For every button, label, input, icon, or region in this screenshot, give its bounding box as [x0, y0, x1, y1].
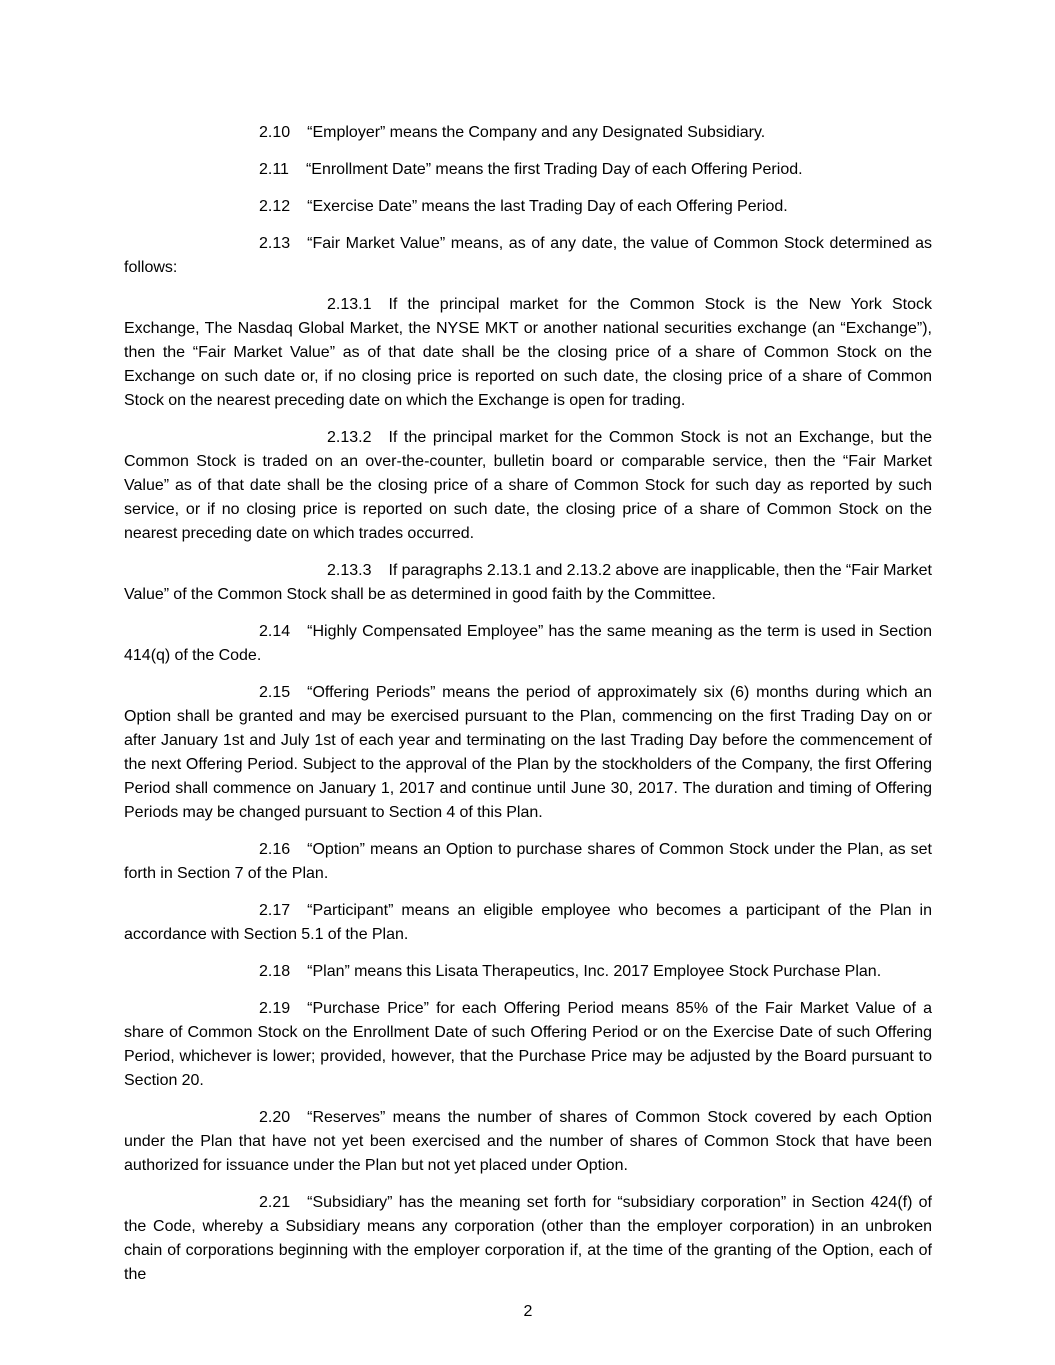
- definition-paragraph-2-21: [124, 1191, 932, 1287]
- section-number: 2.14: [259, 623, 291, 640]
- definition-paragraph-2-12: [124, 195, 932, 219]
- definition-text: “Plan” means this Lisata Therapeutics, Inc. 2017 Employee Stock Purchase Plan.: [307, 963, 882, 980]
- definition-text: If the principal market for the Common Stock is not an Exchange, but the Common Stock is traded on an over-the-counter, bulletin board or comparable service, then the “Fair Market Value” as of that date shall be the closing price of a share of Common Stock for such day as reported by such service, or if no closing price is reported on such date, the closing price of a share of Common Stock on the nearest preceding date on which trades occurred.: [124, 429, 932, 542]
- section-number: 2.13.1: [327, 296, 372, 313]
- definition-text: “Offering Periods” means the period of approximately six (6) months during which an Option shall be granted and may be exercised pursuant to the Plan, commencing on the first Trading Day on or after January 1st and July 1st of each year and terminating on the last Trading Day before the commencement of the next Offering Period. Subject to the approval of the Plan by the stockholders of the Company, the first Offering Period shall commence on January 1, 2017 and continue until June 30, 2017. The duration and timing of Offering Periods may be changed pursuant to Section 4 of this Plan.: [124, 684, 932, 821]
- section-number: 2.10: [259, 124, 291, 141]
- definition-text: “Fair Market Value” means, as of any date, the value of Common Stock determined as follows:: [124, 235, 932, 276]
- definition-paragraph-2-11: [124, 158, 932, 182]
- definition-text: “Participant” means an eligible employee who becomes a participant of the Plan in accordance with Section 5.1 of the Plan.: [124, 902, 932, 943]
- section-number: 2.19: [259, 1000, 291, 1017]
- page-number: 2: [523, 1303, 533, 1320]
- definition-paragraph-2-13-2: [124, 426, 932, 546]
- definition-text: “Purchase Price” for each Offering Period means 85% of the Fair Market Value of a share of Common Stock on the Enrollment Date of such Offering Period or on the Exercise Date of such Offering Period, whichever is lower; provided, however, that the Purchase Price may be adjusted by the Board pursuant to Section 20.: [124, 1000, 932, 1089]
- definition-paragraph-2-13: [124, 232, 932, 280]
- section-number: 2.16: [259, 841, 291, 858]
- section-number: 2.15: [259, 684, 291, 701]
- section-number: 2.13.3: [327, 562, 372, 579]
- definition-paragraph-2-10: [124, 121, 932, 145]
- definition-paragraph-2-19: [124, 997, 932, 1093]
- definition-text: “Employer” means the Company and any Designated Subsidiary.: [307, 124, 766, 141]
- definition-text: “Reserves” means the number of shares of Common Stock covered by each Option under the Plan that have not yet been exercised and the number of shares of Common Stock that have been authorized for issuance under the Plan but not yet placed under Option.: [124, 1109, 932, 1174]
- definition-paragraph-2-18: [124, 960, 932, 984]
- section-number: 2.20: [259, 1109, 291, 1126]
- definition-paragraph-2-20: [124, 1106, 932, 1178]
- definition-text: “Highly Compensated Employee” has the same meaning as the term is used in Section 414(q) of the Code.: [124, 623, 932, 664]
- definition-text: “Exercise Date” means the last Trading Day of each Offering Period.: [307, 198, 788, 215]
- definition-paragraph-2-14: [124, 620, 932, 668]
- definition-paragraph-2-17: [124, 899, 932, 947]
- definition-text: If paragraphs 2.13.1 and 2.13.2 above are inapplicable, then the “Fair Market Value” of the Common Stock shall be as determined in good faith by the Committee.: [124, 562, 932, 603]
- definition-text: “Option” means an Option to purchase shares of Common Stock under the Plan, as set forth in Section 7 of the Plan.: [124, 841, 932, 882]
- definition-paragraph-2-16: [124, 838, 932, 886]
- section-number: 2.17: [259, 902, 291, 919]
- section-number: 2.11: [259, 161, 289, 178]
- section-number: 2.13: [259, 235, 291, 252]
- definition-text: “Subsidiary” has the meaning set forth for “subsidiary corporation” in Section 424(f) of the Code, whereby a Subsidiary means any corporation (other than the employer corporation) in an unbroken chain of corporations beginning with the employer corporation if, at the time of the granting of the Option, each of the: [124, 1194, 932, 1283]
- definition-paragraph-2-15: [124, 681, 932, 825]
- section-number: 2.12: [259, 198, 291, 215]
- definition-paragraph-2-13-3: [124, 559, 932, 607]
- definition-text: If the principal market for the Common Stock is the New York Stock Exchange, The Nasdaq Global Market, the NYSE MKT or another national securities exchange (an “Exchange”), then the “Fair Market Value” as of that date shall be the closing price of a share of Common Stock on the Exchange on such date or, if no closing price is reported on such date, the closing price of a share of Common Stock on the nearest preceding date on which the Exchange is open for trading.: [124, 296, 932, 409]
- definition-text: “Enrollment Date” means the first Trading Day of each Offering Period.: [305, 161, 803, 178]
- section-number: 2.13.2: [327, 429, 372, 446]
- definition-paragraph-2-13-1: [124, 293, 932, 413]
- section-number: 2.18: [259, 963, 291, 980]
- section-number: 2.21: [259, 1194, 291, 1211]
